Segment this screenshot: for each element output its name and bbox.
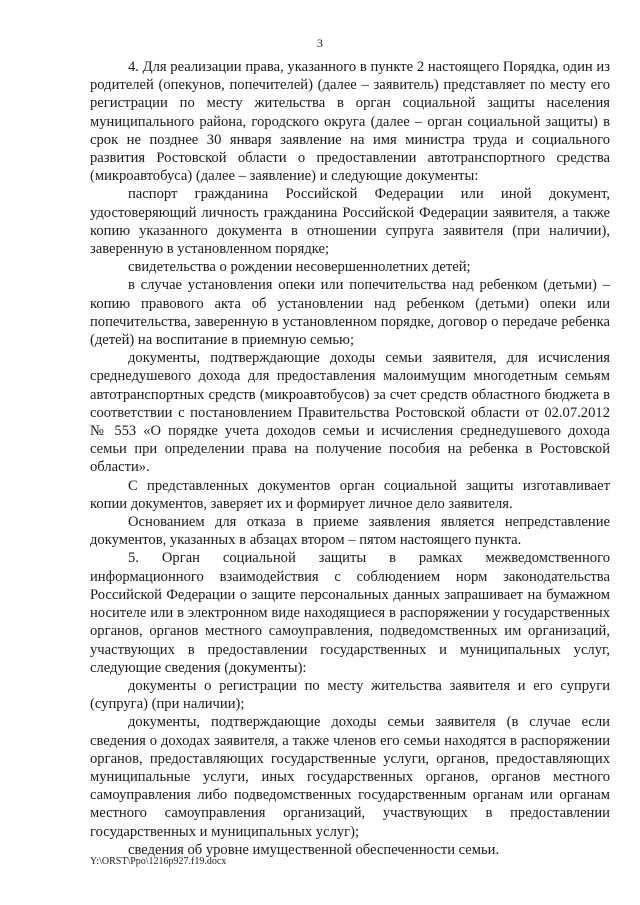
paragraph-registration-documents: документы о регистрации по месту жительства заявителя и его супруги (супруга) (при наличии); bbox=[90, 677, 610, 713]
footer-file-path: Y:\ORST\Ppo\1216p927.f19.docx bbox=[90, 856, 227, 867]
paragraph-income-documents: документы, подтверждающие доходы семьи заявителя, для исчисления среднедушевого дохода для предоставления малоимущим многодетным семьям автотранспортных средств (микроавтобусов) за счет средств областного бюджета в соответствии с постановлением Правительства Ростовской области от 02.07.2012 № 553 «О порядке учета доходов семьи и исчисления среднедушевого дохода семьи при определении права на получение пособия на ребенка в Ростовской области». bbox=[90, 350, 610, 476]
page-number: 3 bbox=[317, 36, 323, 50]
paragraph-passport: паспорт гражданина Российской Федерации или иной документ, удостоверяющий личность гражданина Российской Федерации заявителя, а также копию указанного документа в отношении супруга заявителя (при наличии), заверенную в установленном порядке; bbox=[90, 186, 610, 258]
paragraph-item-4-intro: 4. Для реализации права, указанного в пункте 2 настоящего Порядка, один из родителей (опекунов, попечителей) (далее – заявитель) представляет по месту его регистрации по месту жительства в орган социальной защиты населения муниципального района, городского округа (далее – орган социальной защиты) в срок не позднее 30 января заявление на имя министра труда и социального развития Ростовской области о предоставлении автотранспортного средства (микроавтобуса) (далее – заявление) и следующие документы: bbox=[90, 59, 610, 185]
paragraph-refusal-grounds: Основанием для отказа в приеме заявления является непредставление документов, указанных в абзацах втором – пятом настоящего пункта. bbox=[90, 514, 610, 549]
paragraph-copies: С представленных документов орган социальной защиты изготавливает копии документов, заверяет их и формирует личное дело заявителя. bbox=[90, 477, 610, 512]
document-body bbox=[90, 58, 610, 859]
paragraph-property-info: сведения об уровне имущественной обеспеченности семьи. bbox=[128, 841, 500, 858]
paragraph-item-5-intro: 5. Орган социальной защиты в рамках межведомственного информационного взаимодействия с соблюдением норм законодательства Российской Федерации о защите персональных данных запрашивает на бумажном носителе или в электронном виде находящиеся в распоряжении у государственных органов, органов местного самоуправления, подведомственных им организаций, участвующих в предоставлении государственных и муниципальных услуг, следующие сведения (документы): bbox=[90, 550, 610, 676]
paragraph-income-confirmation: документы, подтверждающие доходы семьи заявителя (в случае если сведения о доходах заявителя, а также членов его семьи находятся в распоряжении органов, предоставляющих государственные услуги, органов, предоставляющих муниципальные услуги, иных государственных органов, органов местного самоуправления либо подведомственных государственным органам или органам местного самоуправления организаций, участвующих в предоставлении государственных и муниципальных услуг); bbox=[90, 714, 610, 840]
paragraph-birth-certificates: свидетельства о рождении несовершеннолетних детей; bbox=[128, 259, 471, 276]
paragraph-guardianship: в случае установления опеки или попечительства над ребенком (детьми) – копию правового акта об установлении над ребенком (детьми) опеки или попечительства, заверенную в установленном порядке, договор о передаче ребенка (детей) на воспитание в приемную семью; bbox=[90, 277, 610, 349]
